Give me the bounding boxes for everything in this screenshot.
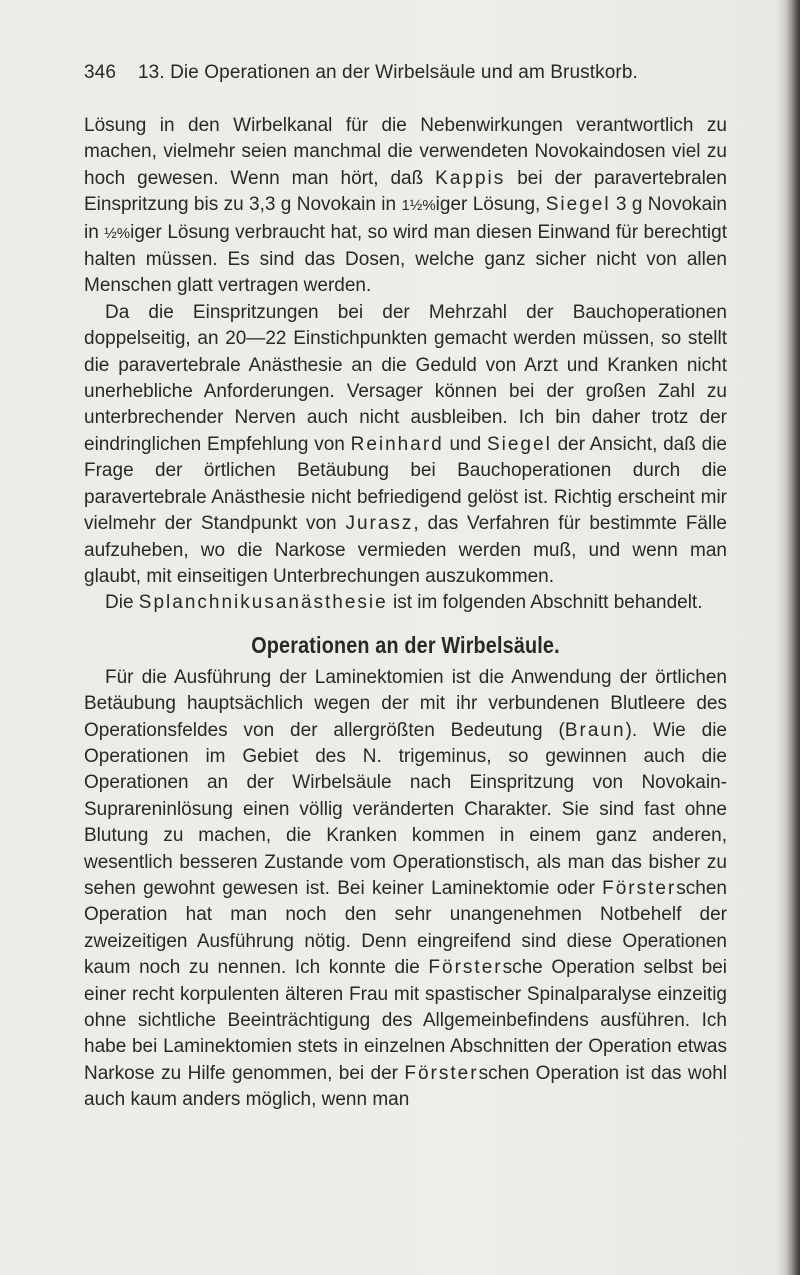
author-name: Siegel: [486, 433, 552, 455]
author-name: Förster: [404, 1062, 479, 1084]
page-edge-shadow: [786, 0, 800, 1275]
running-title: 13. Die Operationen an der Wirbelsäule und am Brustkorb.: [138, 62, 638, 83]
author-name: Braun: [564, 719, 626, 741]
paragraph-1: Lösung in den Wirbelkanal für die Nebenwirkungen verantwortlich zu machen, vielmehr seien manchmal die verwendeten Novokaindosen viel zu hoch gewesen. Wenn man hört, daß Kappis bei der paravertebralen Einspritzung bis zu 3,3 g Novokain in 1½%iger Lösung, Siegel 3 g Novokain in ½%iger Lösung verbraucht hat, so wird man diesen Einwand für berechtigt halten müssen. Es sind das Dosen, welche ganz sicher nicht von allen Menschen glatt vertragen werden.: [84, 115, 727, 297]
paragraph-2: Da die Einspritzungen bei der Mehrzahl der Bauchoperationen doppelseitig, an 20—22 Einstichpunkten gemacht werden müssen, so stellt die paravertebrale Anästhesie an die Geduld von Arzt und Kranken nicht unerhebliche Anforderungen. Versager können bei der großen Zahl zu unterbrechender Nerven auch nicht ausbleiben. Ich bin daher trotz der eindringlichen Empfehlung von Reinhard und Siegel der Ansicht, daß die Frage der örtlichen Betäubung bei Bauchoperationen durch die paravertebrale Anästhesie nicht befriedigend gelöst ist. Richtig erscheint mir vielmehr der Standpunkt von Jurasz, das Verfahren für bestimmte Fälle aufzuheben, wo die Narkose vermieden werden muß, und wenn man glaubt, mit einseitigen Unterbrechungen auszukommen.: [84, 301, 727, 587]
body-text: [84, 113, 727, 1114]
paragraph-4: Für die Ausführung der Laminektomien ist die Anwendung der örtlichen Betäubung hauptsächlich wegen der mit ihr verbundenen Blutleere des Operationsfeldes von der allergrößten Bedeutung (Braun). Wie die Operationen im Gebiet des N. trigeminus, so gewinnen auch die Operationen an der Wirbelsäule nach Einspritzung von Novokain-Suprareninlösung einen völlig veränderten Charakter. Sie sind fast ohne Blutung zu machen, die Kranken kommen in einem ganz anderen, wesentlich besseren Zustande vom Operationstisch, als man das bisher zu sehen gewohnt gewesen ist. Bei keiner Laminektomie oder Försterschen Operation hat man noch den sehr unangenehmen Notbehelf der zweizeitigen Ausführung nötig. Denn eingreifend sind diese Operationen kaum noch zu nennen. Ich konnte die Förstersche Operation selbst bei einer recht korpulenten älteren Frau mit spastischer Spinalparalyse einzeitig ohne sichtliche Beeinträchtigung des Allgemeinbefindens ausführen. Ich habe bei Laminektomien stets in einzelnen Abschnitten der Operation etwas Narkose zu Hilfe genommen, bei der Försterschen Operation ist das wohl auch kaum anders möglich, wenn man: [84, 666, 728, 1111]
author-name: Kappis: [435, 167, 506, 189]
author-name: Förster: [428, 957, 503, 979]
section-heading: Operationen an der Wirbelsäule.: [251, 631, 560, 658]
running-header: [84, 62, 744, 92]
fraction: ½%: [104, 224, 131, 242]
author-name: Reinhard: [350, 433, 444, 455]
author-name: Förster: [602, 877, 677, 899]
paragraph-3: Die Splanchnikusanästhesie ist im folgenden Abschnitt behandelt.: [105, 592, 703, 614]
page-number: 346: [84, 62, 117, 83]
author-name: Siegel: [545, 194, 611, 216]
emphasized-term: Splanchnikusanästhesie: [138, 592, 388, 614]
fraction: 1½%: [401, 197, 436, 215]
author-name: Jurasz: [345, 513, 414, 535]
